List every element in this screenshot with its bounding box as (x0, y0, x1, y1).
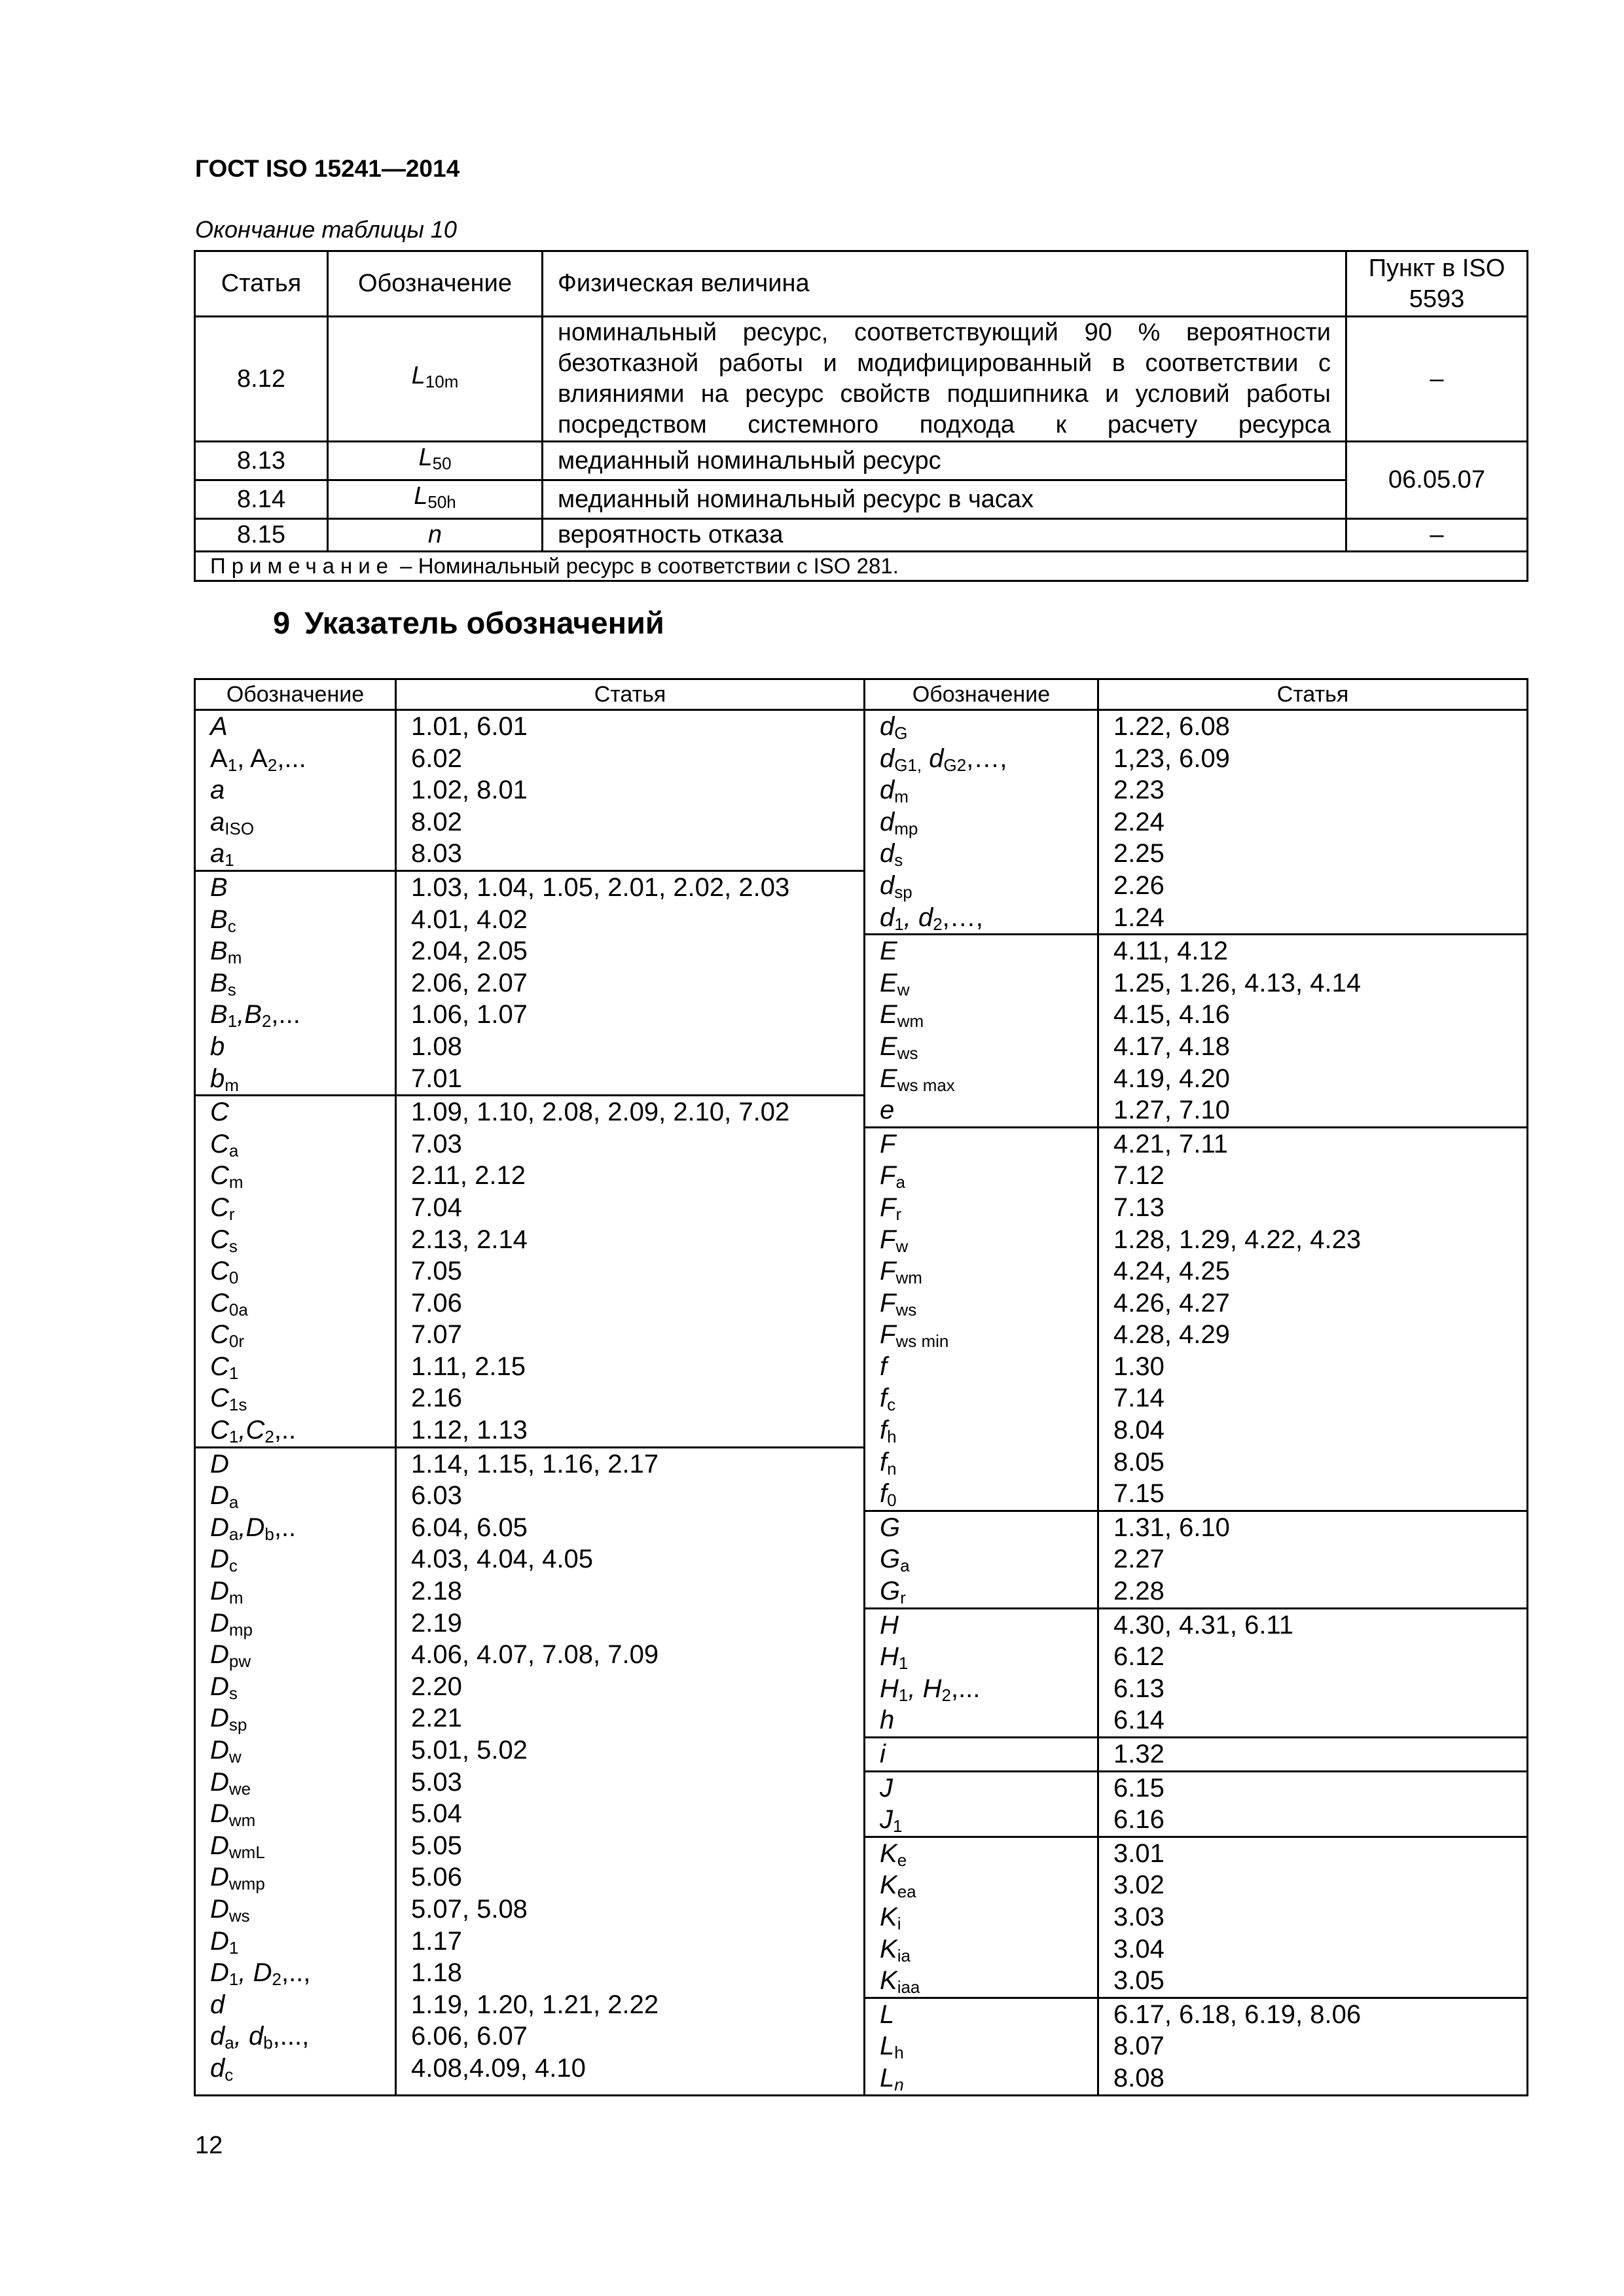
symbol-cell: $L_{50h}$ (328, 480, 543, 519)
symbol-entry: $C_a$ (210, 1129, 239, 1160)
article-entry: 6.15 (1113, 1773, 1164, 1803)
article-entry: 1.32 (1113, 1740, 1164, 1768)
article-entry: 2.28 (1113, 1577, 1164, 1606)
article-entry: 6.16 (1113, 1805, 1164, 1835)
table-10 (194, 250, 1528, 582)
symbol-entry: $H_1$, $H_2$,... (880, 1674, 981, 1705)
article-entry: 2.04, 2.05 (411, 937, 528, 966)
symbol-entry: L (880, 2000, 895, 2029)
letter-group (865, 1838, 1097, 1999)
column-header-symbol: Обозначение (328, 251, 543, 317)
letter-group (196, 711, 395, 872)
article-entry: 2.26 (1113, 870, 1164, 900)
symbol-entry: $B_s$ (210, 968, 236, 999)
symbol-entry: $d_m$ (880, 776, 909, 807)
article-entry: 7.03 (411, 1129, 462, 1158)
symbol-entry: $L_n$ (880, 2063, 904, 2094)
symbol-entry: $H_1$ (880, 1642, 909, 1674)
article-entry: 1.31, 6.10 (1113, 1513, 1230, 1542)
article-entry: 6.04, 6.05 (411, 1513, 528, 1542)
article-entry: 2.25 (1113, 839, 1164, 869)
article-entry: 4.28, 4.29 (1113, 1320, 1230, 1350)
quantity-cell: номинальный ресурс, соответствующий 90 % вероятности безотказной работы и модифицированный в соответствии с влияниями на ресурс свойств подшипника и условий работы посредством системного подхода к расчету ресурса (543, 317, 1346, 442)
symbol-entry: H (880, 1610, 899, 1640)
symbol-cell: $L_{10m}$ (328, 317, 543, 442)
symbol-entry: $D_{wm}$ (210, 1799, 256, 1831)
symbol-entry: $C_1$ (210, 1352, 239, 1383)
article-entry: 8.04 (1113, 1416, 1164, 1445)
article-entry: 3.05 (1113, 1966, 1164, 1996)
note-text: – Номинальный ресурс в соответствии с ISO 281. (394, 554, 899, 578)
article-entry: 7.13 (1113, 1193, 1164, 1222)
symbol-entry: $f_n$ (880, 1447, 897, 1479)
article-entry: 2.27 (1113, 1545, 1164, 1574)
symbol-entry: $d_{mp}$ (880, 807, 918, 838)
left-symbol-column (195, 710, 396, 2096)
article-entry: 1.18 (411, 1958, 462, 1988)
article-entry: 1.02, 8.01 (411, 776, 528, 805)
article-entry: 8.02 (411, 807, 462, 836)
article-entry: 1.24 (1113, 903, 1164, 932)
letter-group (397, 872, 863, 1096)
symbol-entry: $C_s$ (210, 1225, 238, 1256)
article-entry: 4.30, 4.31, 6.11 (1113, 1610, 1294, 1640)
article-entry: 1.06, 1.07 (411, 1000, 528, 1030)
symbol-cell: n (328, 519, 543, 552)
article-entry: 6.12 (1113, 1642, 1164, 1672)
column-header-article: Статья (195, 251, 328, 317)
symbol-entry: $D_{wmp}$ (210, 1863, 265, 1894)
article-entry: 6.02 (411, 744, 462, 773)
symbol-entry: $F_r$ (880, 1193, 902, 1224)
article-entry: 1.25, 1.26, 4.13, 4.14 (1113, 968, 1362, 997)
article-entry: 2.20 (411, 1672, 462, 1701)
symbol-index-table (194, 678, 1528, 2096)
index-header-article-left: Статья (396, 679, 865, 710)
letter-group (865, 1738, 1097, 1772)
page-number: 12 (195, 2132, 223, 2159)
letter-group (865, 1609, 1097, 1738)
symbol-entry: $C_0$ (210, 1257, 239, 1288)
quantity-cell: вероятность отказа (543, 519, 1346, 552)
symbol-entry: d (210, 1990, 225, 2019)
symbol-entry: $D_{pw}$ (210, 1640, 251, 1672)
article-entry: 4.03, 4.04, 4.05 (411, 1545, 594, 1574)
article-entry: 7.06 (411, 1288, 462, 1318)
symbol-entry: $D_{mp}$ (210, 1608, 253, 1640)
article-entry: 6.13 (1113, 1674, 1164, 1703)
symbol-entry: B (210, 872, 228, 902)
article-entry: 1.11, 2.15 (411, 1352, 526, 1381)
article-entry: 4.01, 4.02 (411, 905, 528, 934)
symbol-entry: $K_i$ (880, 1902, 901, 1933)
symbol-entry: $F_w$ (880, 1225, 909, 1256)
article-entry: 4.19, 4.20 (1113, 1064, 1230, 1093)
article-entry: 7.04 (411, 1193, 462, 1222)
symbol-entry: $d_G$ (880, 712, 908, 743)
symbol-entry: $D_s$ (210, 1672, 238, 1703)
symbol-entry: $E_{wm}$ (880, 1000, 924, 1031)
symbol-entry: $D_{we}$ (210, 1767, 251, 1799)
letter-group (865, 1128, 1097, 1512)
symbol-entry: $F_{ws min}$ (880, 1320, 949, 1352)
iso-ref-cell: – (1346, 317, 1528, 442)
symbol-entry: E (880, 937, 897, 966)
article-entry: 7.01 (411, 1064, 462, 1093)
article-entry: 2.18 (411, 1577, 462, 1606)
index-header-symbol-left: Обозначение (195, 679, 396, 710)
symbol-cell: $L_{50}$ (328, 442, 543, 480)
article-entry: 6.17, 6.18, 6.19, 8.06 (1113, 2000, 1362, 2029)
symbol-entry: $D_{sp}$ (210, 1704, 247, 1735)
article-entry: 2.11, 2.12 (411, 1161, 526, 1191)
letter-group (1099, 1999, 1526, 2094)
article-entry: 8.07 (1113, 2032, 1164, 2061)
letter-group (196, 872, 395, 1096)
article-entry: 1.14, 1.15, 1.16, 2.17 (411, 1449, 659, 1479)
symbol-entry: $L_h$ (880, 2032, 904, 2063)
index-header-row (195, 679, 1528, 710)
letter-group (397, 711, 863, 872)
letter-group (1099, 1738, 1526, 1772)
symbol-entry: $A_1$, $A_2$,... (210, 744, 306, 775)
letter-group (1099, 711, 1526, 935)
article-entry: 3.01 (1113, 1839, 1164, 1868)
index-header-symbol-right: Обозначение (865, 679, 1098, 710)
symbol-entry: $C_1,C_2$,.. (210, 1416, 297, 1447)
symbol-entry: $J_1$ (880, 1805, 903, 1837)
symbol-entry: $D_1$ (210, 1926, 239, 1958)
letter-group (865, 1999, 1097, 2094)
right-symbol-column (865, 710, 1098, 2096)
symbol-entry: $C_m$ (210, 1161, 244, 1193)
letter-group (397, 1448, 863, 2085)
table-note (195, 552, 1528, 581)
symbol-entry: $D_w$ (210, 1736, 242, 1767)
article-entry: 2.06, 2.07 (411, 968, 528, 997)
article-entry: 4.11, 4.12 (1113, 937, 1228, 966)
article-entry: 4.06, 4.07, 7.08, 7.09 (411, 1640, 659, 1670)
symbol-entry: $d_{sp}$ (880, 870, 912, 902)
index-header-article-right: Статья (1098, 679, 1528, 710)
symbol-entry: $D_m$ (210, 1577, 244, 1608)
symbol-entry: $a_{ISO}$ (210, 807, 255, 838)
article-entry: 7.05 (411, 1257, 462, 1286)
symbol-entry: D (210, 1449, 229, 1479)
article-entry: 4.08,4.09, 4.10 (411, 2053, 586, 2083)
note-label: Примечание (210, 554, 395, 578)
article-entry: 1.19, 1.20, 1.21, 2.22 (411, 1990, 659, 2019)
article-entry: 1.01, 6.01 (411, 712, 528, 741)
symbol-entry: $C_{0r}$ (210, 1320, 245, 1352)
table-row (195, 442, 1528, 480)
article-entry: 1.17 (411, 1926, 462, 1956)
symbol-entry: $K_e$ (880, 1839, 907, 1870)
symbol-entry: a (210, 776, 225, 805)
symbol-entry: $a_1$ (210, 839, 234, 870)
article-entry: 4.17, 4.18 (1113, 1031, 1230, 1061)
letter-group (1099, 935, 1526, 1128)
symbol-entry: $D_{wmL}$ (210, 1831, 265, 1862)
symbol-entry: $C_{0a}$ (210, 1288, 248, 1319)
symbol-entry: $K_{ia}$ (880, 1934, 911, 1965)
article-entry: 5.06 (411, 1863, 462, 1892)
symbol-entry: $d_{G1,}$ $d_{G2},\dots$, (880, 744, 1007, 775)
article-entry: 3.02 (1113, 1871, 1164, 1900)
article-entry: 2.19 (411, 1608, 462, 1638)
symbol-entry: $f_0$ (880, 1479, 897, 1511)
symbol-entry: $F_{wm}$ (880, 1257, 922, 1288)
letter-group (1099, 1838, 1526, 1999)
article-entry: 5.05 (411, 1831, 462, 1860)
symbol-entry: $d_c$ (210, 2053, 234, 2085)
symbol-entry: $B_1,B_2$,... (210, 1000, 300, 1031)
letter-group (1099, 1772, 1526, 1838)
article-cell: 8.15 (195, 519, 328, 552)
column-header-quantity: Физическая величина (543, 251, 1346, 317)
article-entry: 1.30 (1113, 1352, 1164, 1381)
symbol-entry: $K_{ea}$ (880, 1871, 916, 1902)
table-continuation-caption: Окончание таблицы 10 (195, 216, 457, 243)
article-cell: 8.13 (195, 442, 328, 480)
column-header-iso-ref: Пункт в ISO 5593 (1346, 251, 1528, 317)
article-entry: 6.06, 6.07 (411, 2022, 528, 2051)
symbol-entry: $F_{ws}$ (880, 1288, 917, 1319)
table-note-row (195, 552, 1528, 581)
article-entry: 2.16 (411, 1384, 462, 1413)
article-entry: 4.26, 4.27 (1113, 1288, 1230, 1318)
article-entry: 4.21, 7.11 (1113, 1129, 1228, 1158)
symbol-entry: i (880, 1740, 886, 1768)
symbol-entry: $G_a$ (880, 1545, 910, 1576)
right-article-column (1098, 710, 1528, 2096)
article-entry: 5.03 (411, 1767, 462, 1797)
symbol-entry: $B_m$ (210, 937, 242, 968)
symbol-entry: $b_m$ (210, 1064, 239, 1095)
article-entry: 6.03 (411, 1481, 462, 1511)
symbol-entry: $E_{ws}$ (880, 1031, 918, 1063)
letter-group (196, 1448, 395, 2085)
symbol-entry: $D_{ws}$ (210, 1894, 250, 1926)
article-entry: 5.04 (411, 1799, 462, 1829)
article-entry: 1.03, 1.04, 1.05, 2.01, 2.02, 2.03 (411, 872, 790, 902)
table-row (195, 317, 1528, 442)
article-entry: 5.01, 5.02 (411, 1736, 528, 1765)
letter-group (1099, 1128, 1526, 1512)
symbol-entry: $d_s$ (880, 839, 903, 870)
article-entry: 7.07 (411, 1320, 462, 1350)
symbol-entry: $d_a$, $d_b$,..., (210, 2022, 310, 2053)
symbol-entry: G (880, 1513, 901, 1542)
article-entry: 1.27, 7.10 (1113, 1096, 1230, 1125)
symbol-entry: $G_r$ (880, 1577, 906, 1608)
symbol-entry: $f_c$ (880, 1384, 896, 1415)
symbol-entry: $K_{iaa}$ (880, 1966, 920, 1998)
symbol-entry: $D_c$ (210, 1545, 238, 1576)
symbol-entry: e (880, 1096, 895, 1125)
article-entry: 7.14 (1113, 1384, 1164, 1413)
article-entry: 8.08 (1113, 2063, 1164, 2092)
article-cell: 8.12 (195, 317, 328, 442)
document-header: ГОСТ ISO 15241—2014 (195, 155, 460, 182)
quantity-cell: медианный номинальный ресурс (543, 442, 1346, 480)
table-10-header-row (195, 251, 1528, 317)
iso-ref-cell: 06.05.07 (1346, 442, 1528, 519)
letter-group (865, 1512, 1097, 1609)
iso-ref-cell: – (1346, 519, 1528, 552)
article-entry: 4.15, 4.16 (1113, 1000, 1230, 1030)
article-entry: 2.13, 2.14 (411, 1225, 528, 1254)
symbol-entry: $f_h$ (880, 1416, 897, 1447)
letter-group (865, 1772, 1097, 1838)
article-entry: 7.15 (1113, 1479, 1164, 1509)
symbol-entry: h (880, 1706, 895, 1735)
symbol-entry: $E_w$ (880, 968, 910, 999)
article-entry: 8.03 (411, 839, 462, 869)
article-entry: 8.05 (1113, 1447, 1164, 1477)
table-row (195, 480, 1528, 519)
article-entry: 1.08 (411, 1031, 462, 1061)
symbol-entry: $F_a$ (880, 1161, 905, 1193)
article-entry: 6.14 (1113, 1706, 1164, 1735)
index-body-row (195, 710, 1528, 2096)
symbol-entry: C (210, 1098, 229, 1127)
letter-group (1099, 1512, 1526, 1609)
letter-group (865, 935, 1097, 1128)
letter-group (397, 1096, 863, 1448)
article-entry: 1,23, 6.09 (1113, 744, 1230, 773)
article-entry: 2.23 (1113, 776, 1164, 805)
letter-group (196, 1096, 395, 1448)
symbol-entry: f (880, 1352, 888, 1381)
article-entry: 3.03 (1113, 1902, 1164, 1931)
symbol-entry: $D_a$ (210, 1481, 239, 1513)
letter-group (1099, 1609, 1526, 1738)
symbol-entry: $d_1$, $d_2,\dots$, (880, 903, 983, 934)
article-entry: 5.07, 5.08 (411, 1894, 528, 1924)
article-entry: 4.24, 4.25 (1113, 1257, 1230, 1286)
article-entry: 7.12 (1113, 1161, 1164, 1191)
symbol-entry: b (210, 1031, 225, 1061)
symbol-entry: A (210, 712, 228, 741)
letter-group (865, 711, 1097, 935)
article-entry: 1.22, 6.08 (1113, 712, 1230, 741)
article-entry: 1.12, 1.13 (411, 1416, 528, 1445)
symbol-entry: $B_c$ (210, 905, 236, 936)
table-row (195, 519, 1528, 552)
symbol-entry: $C_{1s}$ (210, 1384, 247, 1415)
article-cell: 8.14 (195, 480, 328, 519)
symbol-entry: $D_1$, $D_2$,.., (210, 1958, 311, 1990)
article-entry: 1.09, 1.10, 2.08, 2.09, 2.10, 7.02 (411, 1098, 790, 1127)
symbol-entry: J (880, 1773, 893, 1803)
article-entry: 2.21 (411, 1704, 462, 1733)
symbol-entry: $D_a,D_b$,.. (210, 1513, 297, 1544)
left-article-column (396, 710, 865, 2096)
quantity-cell: медианный номинальный ресурс в часах (543, 480, 1346, 519)
symbol-entry: F (880, 1129, 896, 1158)
section-heading: 9 Указатель обозначений (273, 605, 664, 640)
symbol-entry: $C_r$ (210, 1193, 235, 1224)
article-entry: 3.04 (1113, 1934, 1164, 1964)
symbol-entry: $E_{ws max}$ (880, 1064, 955, 1095)
article-entry: 2.24 (1113, 807, 1164, 836)
article-entry: 1.28, 1.29, 4.22, 4.23 (1113, 1225, 1362, 1254)
